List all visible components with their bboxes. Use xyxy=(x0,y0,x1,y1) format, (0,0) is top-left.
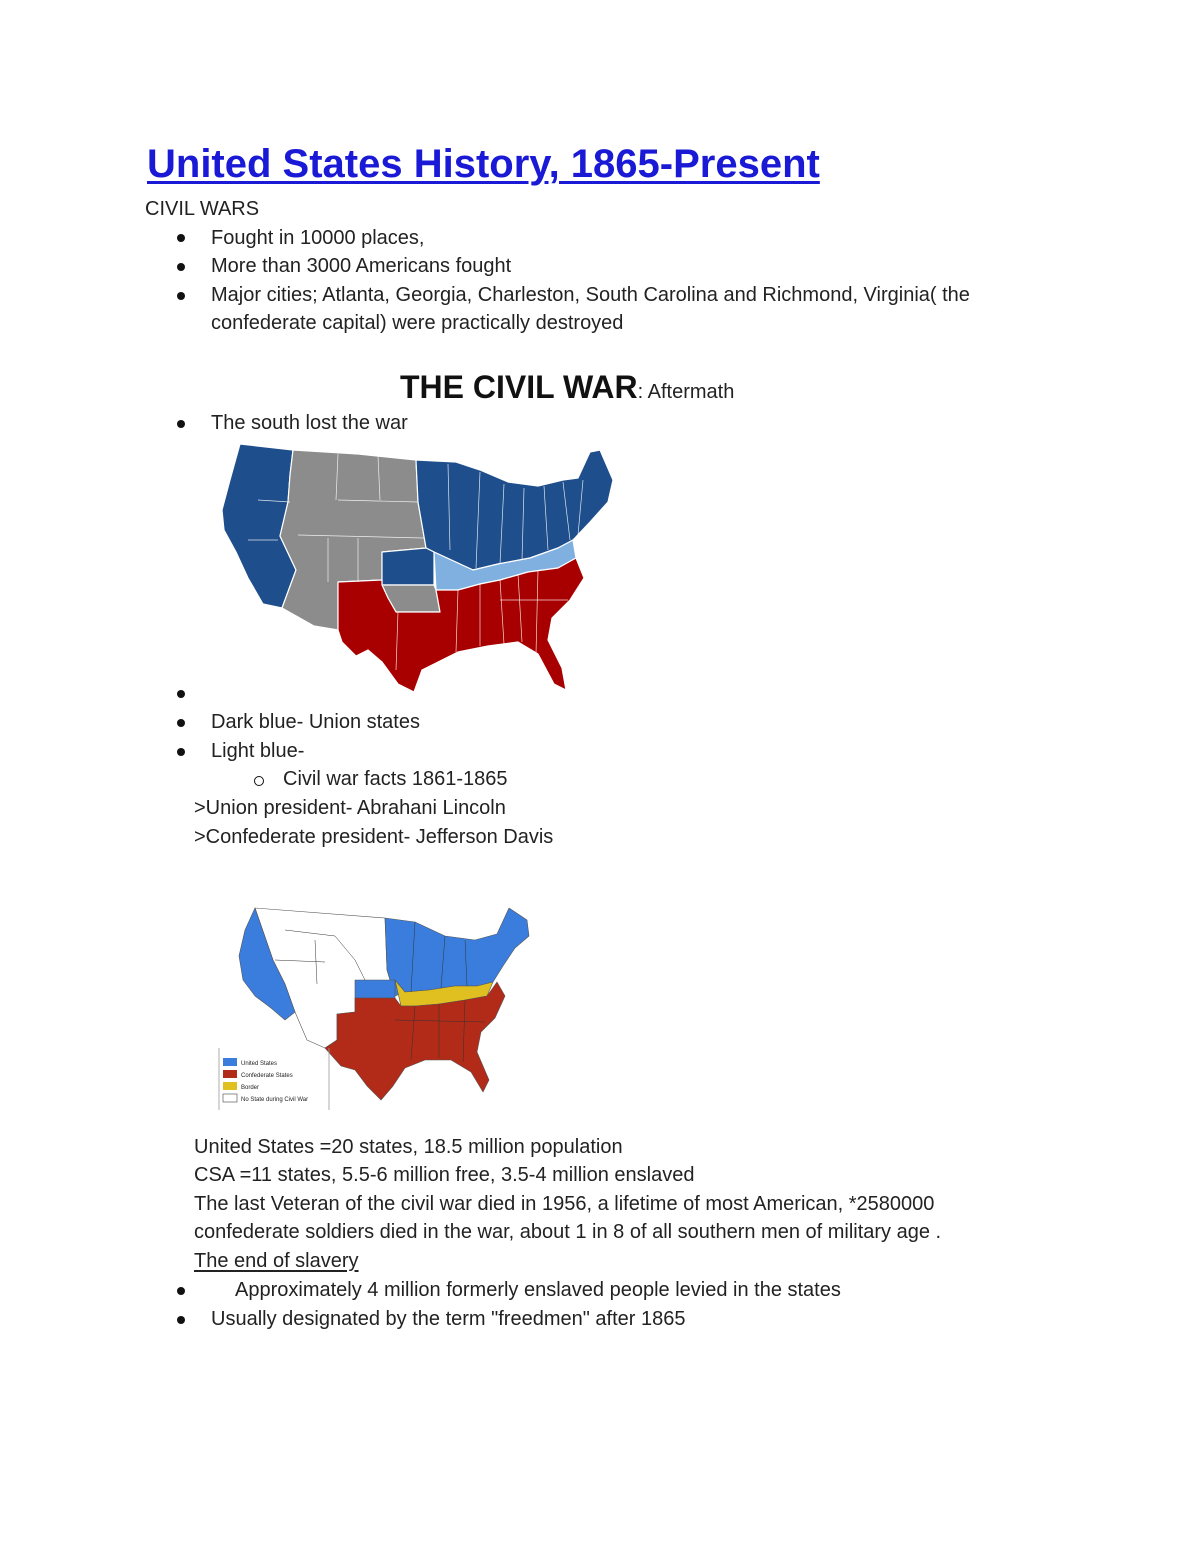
bullet-dot xyxy=(177,292,185,300)
map-legend xyxy=(219,1048,329,1110)
map-region-kansas-union xyxy=(382,548,434,585)
us-civil-war-map-legend-version xyxy=(215,900,535,1115)
list-item: Approximately 4 million formerly enslaved people levied in the states xyxy=(235,1279,841,1301)
page-title: United States History, 1865-Present xyxy=(147,142,820,186)
bullet-dot xyxy=(177,748,185,756)
legend-label: No State during Civil War xyxy=(241,1097,309,1103)
bullet-dot-empty xyxy=(177,690,185,698)
list-item: Fought in 10000 places, xyxy=(211,227,425,249)
bullet-dot xyxy=(177,234,185,242)
section-heading-aftermath xyxy=(400,367,734,414)
legend-swatch-confederate xyxy=(223,1070,237,1078)
list-item: Dark blue- Union states xyxy=(211,711,420,733)
summary-line: confederate soldiers died in the war, about 1 in 8 of all southern men of military age . xyxy=(194,1221,942,1243)
legend-label: Border xyxy=(241,1085,260,1091)
legend-label: Confederate States xyxy=(241,1073,293,1079)
map-region-northern-union xyxy=(385,908,529,996)
heading-rest-text: : Aftermath xyxy=(637,381,735,403)
map-region-kansas-union xyxy=(355,980,395,998)
legend-swatch-union xyxy=(223,1058,237,1066)
subheading-end-of-slavery: The end of slavery xyxy=(194,1250,359,1272)
bullet-dot xyxy=(177,1287,185,1295)
map-region-northern-union xyxy=(416,450,613,570)
legend-label: United States xyxy=(241,1061,278,1067)
bullet-dot xyxy=(177,263,185,271)
list-item: The south lost the war xyxy=(211,412,408,434)
list-item-continuation: confederate capital) were practically destroyed xyxy=(211,312,624,334)
bullet-dot xyxy=(177,1316,185,1324)
sub-bullet-circle xyxy=(254,776,264,786)
legend-swatch-border xyxy=(223,1082,237,1090)
summary-line: CSA =11 states, 5.5-6 million free, 3.5-4 million enslaved xyxy=(194,1164,695,1186)
list-item: Light blue- xyxy=(211,740,305,762)
us-civil-war-map xyxy=(218,440,623,695)
summary-line: United States =20 states, 18.5 million population xyxy=(194,1136,623,1158)
legend-swatch-territory xyxy=(223,1094,237,1102)
heading-bold-text: THE CIVIL WAR xyxy=(400,369,638,405)
sub-list-item: Civil war facts 1861-1865 xyxy=(283,768,508,790)
list-item: Usually designated by the term "freedmen" after 1865 xyxy=(211,1308,686,1330)
list-item: More than 3000 Americans fought xyxy=(211,255,512,277)
summary-line: The last Veteran of the civil war died in 1956, a lifetime of most American, *2580000 xyxy=(194,1193,935,1215)
fact-line: >Confederate president- Jefferson Davis xyxy=(194,826,554,848)
list-item: Major cities; Atlanta, Georgia, Charleston, South Carolina and Richmond, Virginia( the xyxy=(211,284,970,306)
section-heading-civil-wars: CIVIL WARS xyxy=(145,198,260,220)
bullet-dot xyxy=(177,420,185,428)
bullet-dot xyxy=(177,719,185,727)
fact-line: >Union president- Abrahani Lincoln xyxy=(194,797,506,819)
